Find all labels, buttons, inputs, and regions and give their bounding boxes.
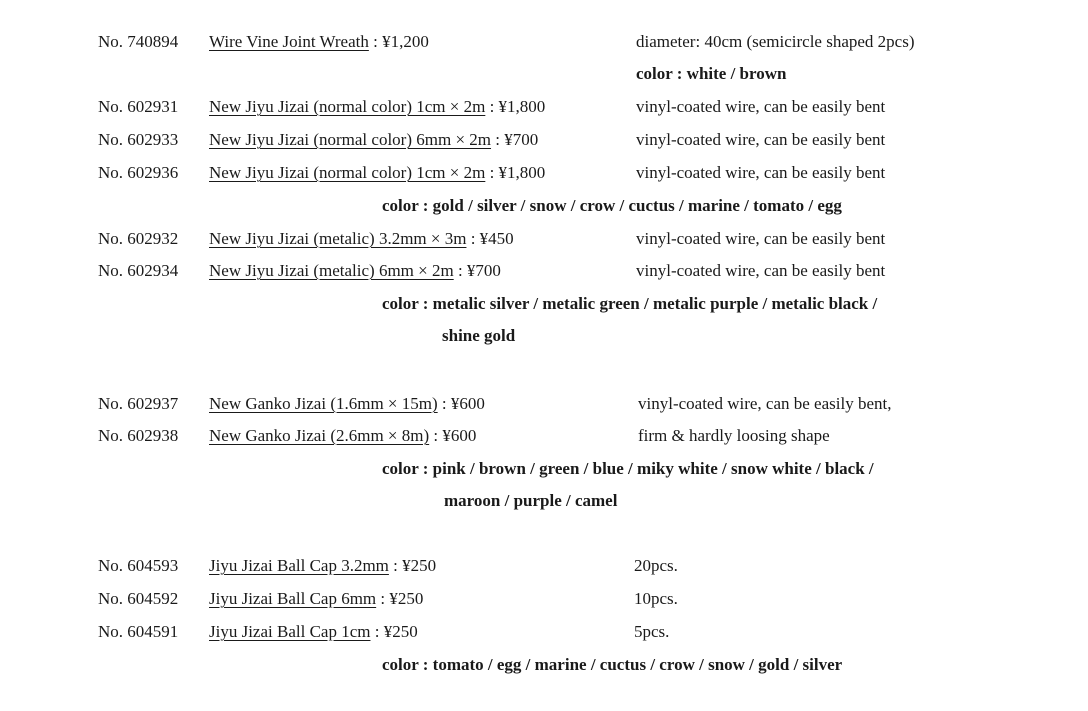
product-name-link[interactable]: New Ganko Jizai (1.6mm × 15m) (209, 394, 438, 413)
product-price: : ¥1,200 (368, 32, 429, 51)
product-number: No. 602936 (98, 163, 179, 182)
product-item (209, 620, 418, 644)
product-description: vinyl-coated wire, can be easily bent (636, 130, 886, 149)
product-item (209, 587, 423, 611)
color-options-continued: shine gold (442, 326, 516, 345)
product-price: : ¥600 (429, 426, 477, 445)
product-number: No. 602931 (98, 97, 179, 116)
product-item (209, 30, 429, 54)
product-row (98, 587, 1058, 611)
product-number: No. 602934 (98, 261, 179, 280)
product-price: : ¥700 (453, 261, 501, 280)
product-number: No. 604593 (98, 556, 179, 575)
product-row (98, 161, 1058, 185)
color-options-continued: maroon / purple / camel (444, 491, 618, 510)
product-price: : ¥1,800 (485, 163, 546, 182)
product-name-link[interactable]: New Jiyu Jizai (normal color) 6mm × 2m (209, 130, 492, 149)
product-description: diameter: 40cm (semicircle shaped 2pcs) (636, 32, 915, 51)
product-description: 20pcs. (634, 556, 678, 575)
product-price: : ¥700 (491, 130, 539, 149)
product-price: : ¥250 (370, 622, 418, 641)
product-name-link[interactable]: New Jiyu Jizai (metalic) 6mm × 2m (209, 261, 454, 280)
product-description: vinyl-coated wire, can be easily bent, (638, 394, 892, 413)
product-row (98, 424, 1058, 448)
product-row (98, 128, 1058, 152)
product-item (209, 554, 436, 578)
product-row (98, 259, 1058, 283)
product-row (98, 95, 1058, 119)
product-number: No. 602933 (98, 130, 179, 149)
product-item (209, 128, 538, 152)
product-name-link[interactable]: New Jiyu Jizai (normal color) 1cm × 2m (209, 163, 486, 182)
product-name-link[interactable]: Jiyu Jizai Ball Cap 1cm (209, 622, 371, 641)
product-row (98, 392, 1058, 416)
product-name-link[interactable]: Jiyu Jizai Ball Cap 6mm (209, 589, 377, 608)
color-options: color : tomato / egg / marine / cuctus / crow / snow / gold / silver (382, 655, 843, 674)
product-item (209, 95, 545, 119)
product-name-link[interactable]: Wire Vine Joint Wreath (209, 32, 369, 51)
product-price: : ¥250 (388, 556, 437, 575)
product-description: vinyl-coated wire, can be easily bent (636, 261, 886, 280)
color-options: color : white / brown (636, 64, 787, 83)
product-name-link[interactable]: Jiyu Jizai Ball Cap 3.2mm (209, 556, 389, 575)
product-item (209, 392, 485, 416)
product-row (98, 554, 1058, 578)
product-price: : ¥1,800 (485, 97, 546, 116)
product-price: : ¥450 (466, 229, 514, 248)
color-options: color : metalic silver / metalic green / metalic purple / metalic black / (382, 294, 878, 313)
color-options: color : gold / silver / snow / crow / cuctus / marine / tomato / egg (382, 196, 842, 215)
product-description: vinyl-coated wire, can be easily bent (636, 229, 886, 248)
product-number: No. 740894 (98, 32, 179, 51)
product-item (209, 424, 476, 448)
product-row (98, 620, 1058, 644)
product-number: No. 604592 (98, 589, 179, 608)
product-description: 10pcs. (634, 589, 678, 608)
product-name-link[interactable]: New Jiyu Jizai (metalic) 3.2mm × 3m (209, 229, 467, 248)
product-description: firm & hardly loosing shape (638, 426, 830, 445)
product-item (209, 161, 545, 185)
product-row (98, 30, 1058, 54)
product-number: No. 602932 (98, 229, 179, 248)
product-row (98, 227, 1058, 251)
product-description: vinyl-coated wire, can be easily bent (636, 163, 886, 182)
product-description: 5pcs. (634, 622, 670, 641)
product-number: No. 602937 (98, 394, 179, 413)
product-number: No. 602938 (98, 426, 179, 445)
product-item (209, 259, 501, 283)
product-item (209, 227, 514, 251)
color-options: color : pink / brown / green / blue / miky white / snow white / black / (382, 459, 874, 478)
product-price: : ¥600 (437, 394, 485, 413)
product-name-link[interactable]: New Ganko Jizai (2.6mm × 8m) (209, 426, 430, 445)
product-name-link[interactable]: New Jiyu Jizai (normal color) 1cm × 2m (209, 97, 486, 116)
product-price: : ¥250 (376, 589, 424, 608)
product-number: No. 604591 (98, 622, 179, 641)
product-description: vinyl-coated wire, can be easily bent (636, 97, 886, 116)
